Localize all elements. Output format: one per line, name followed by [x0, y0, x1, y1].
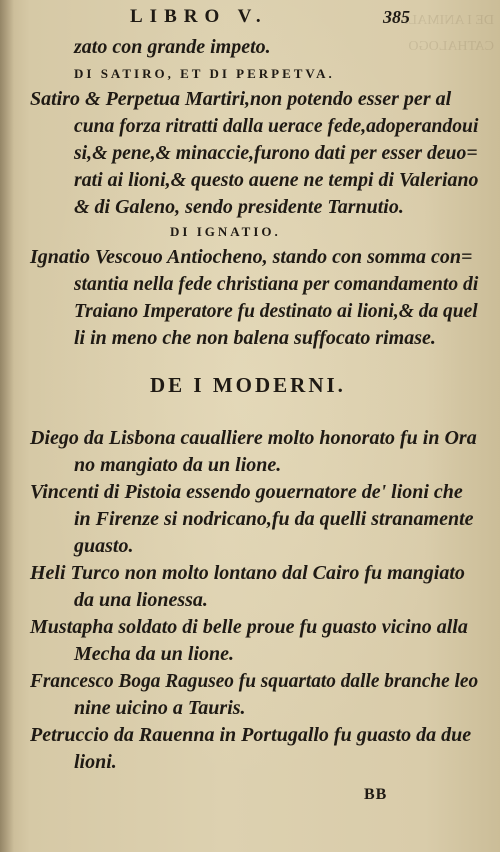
text-line: & di Galeno, sendo presidente Tarnutio. — [74, 196, 404, 218]
text-line: guasto. — [74, 535, 134, 557]
page-number: 385 — [383, 7, 410, 27]
text-line: stantia nella fede christiana per comandamento di — [74, 273, 479, 295]
text-line: lioni. — [74, 751, 117, 773]
section-heading-moderni: DE I MODERNI. — [150, 373, 346, 397]
text-line: li in meno che non balena suffocato rimase. — [74, 327, 436, 349]
text-line: Ignatio Vescouo Antiocheno, stando con somma con= — [30, 246, 473, 268]
gutter-shadow — [0, 0, 14, 852]
text-line: Diego da Lisbona caualliere molto honorato fu in Ora — [30, 427, 477, 449]
section-heading-satiro: DI SATIRO, ET DI PERPETVA. — [74, 66, 335, 81]
text-line: Traiano Imperatore fu destinato ai lioni,& da quel — [74, 300, 478, 322]
text-line: Petruccio da Rauenna in Portugallo fu guasto da due — [30, 724, 472, 746]
carry-over-line: zato con grande impeto. — [74, 36, 271, 58]
section-heading-ignatio: DI IGNATIO. — [170, 224, 281, 239]
text-line: cuna forza ritratti dalla uerace fede,adoperandoui — [74, 115, 479, 137]
text-line: Vincenti di Pistoia essendo gouernatore de' lioni che — [30, 481, 463, 503]
text-line: Heli Turco non molto lontano dal Cairo fu mangiato — [30, 562, 465, 584]
text-line: da una lionessa. — [74, 589, 208, 611]
text-line: Francesco Boga Raguseo fu squartato dalle branche leo — [30, 670, 479, 692]
running-head — [130, 6, 410, 32]
signature-mark: BB — [364, 786, 388, 803]
text-line: si,& pene,& minaccie,furono dati per esser deuo= — [74, 142, 478, 164]
text-line: rati ai lioni,& questo auene ne tempi di Valeriano — [74, 169, 479, 191]
text-line: nine uicino a Tauris. — [74, 697, 246, 719]
text-line: Mustapha soldato di belle proue fu guasto vicino alla — [30, 616, 468, 638]
show-through-text: DE I ANIMALI CATHALOGO — [403, 13, 494, 54]
text-line: Mecha da un lione. — [74, 643, 235, 665]
text-line: in Firenze si nodricano,fu da quelli stranamente — [74, 508, 474, 530]
text-line: no mangiato da un lione. — [74, 454, 282, 476]
running-head-title: LIBRO V. — [130, 6, 268, 27]
text-line: Satiro & Perpetua Martiri,non potendo esser per al — [30, 88, 452, 110]
